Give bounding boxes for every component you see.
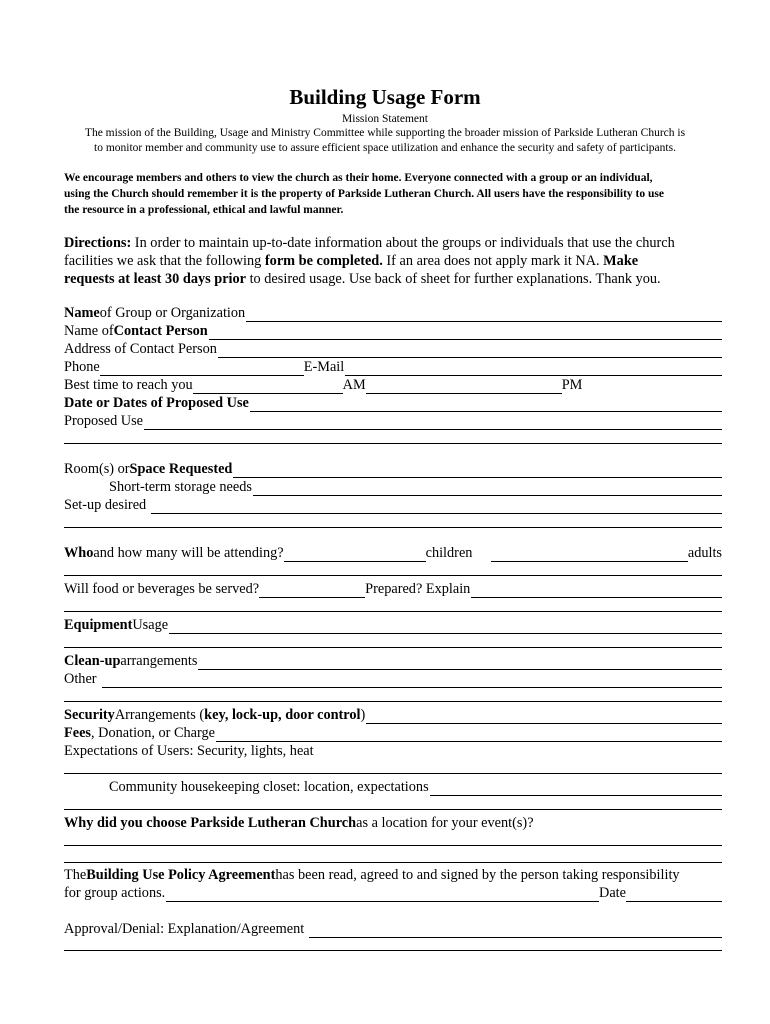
food-field xyxy=(64,580,722,598)
best-time-field xyxy=(64,376,722,394)
email-input[interactable] xyxy=(345,361,722,376)
contact-person-field xyxy=(64,322,722,340)
field-label: Building Use Policy Agreement xyxy=(86,867,276,883)
field-label: arrangements xyxy=(120,653,198,669)
directions-text: to desired usage. Use back of sheet for further explanations. Thank you. xyxy=(246,271,661,287)
approval-field xyxy=(64,920,722,938)
directions-line-3 xyxy=(64,270,724,288)
mission-line-1: The mission of the Building, Usage and Ministry Committee while supporting the broader mission of Parkside Lutheran Church is xyxy=(84,127,686,139)
field-label: for group actions. xyxy=(64,885,166,901)
security-field xyxy=(64,706,722,724)
policy-line-2 xyxy=(64,884,722,902)
directions-label: Directions: xyxy=(64,235,132,251)
date-input[interactable] xyxy=(626,887,722,902)
field-label: has been read, agreed to and signed by the person taking responsibility xyxy=(275,867,680,883)
address-input[interactable] xyxy=(218,343,722,358)
group-name-input[interactable] xyxy=(246,307,722,322)
encourage-line-2: using the Church should remember it is the property of Parkside Lutheran Church. All users have the responsibility to use xyxy=(64,188,664,200)
other-field xyxy=(64,670,722,688)
blank-line[interactable] xyxy=(64,845,722,846)
field-label: Security xyxy=(64,707,115,723)
blank-line[interactable] xyxy=(64,527,722,528)
field-label: PM xyxy=(561,377,583,393)
expectations-field xyxy=(64,742,722,760)
security-input[interactable] xyxy=(366,709,722,724)
phone-input[interactable] xyxy=(100,361,304,376)
page-title: Building Usage Form xyxy=(289,85,481,109)
closet-field xyxy=(64,778,722,796)
field-label: Best time to reach you xyxy=(64,377,193,393)
field-label: Name xyxy=(64,305,100,321)
blank-line[interactable] xyxy=(64,611,722,612)
address-field xyxy=(64,340,722,358)
directions-line-1 xyxy=(64,234,724,252)
field-label: Who xyxy=(64,545,94,561)
field-label: Fees xyxy=(64,725,91,741)
field-label: Equipment xyxy=(64,617,133,633)
field-label: Date xyxy=(599,885,626,901)
policy-line-1 xyxy=(64,866,722,884)
signature-input[interactable] xyxy=(166,887,599,902)
field-label: Other xyxy=(64,671,97,687)
blank-line[interactable] xyxy=(64,443,722,444)
setup-input[interactable] xyxy=(151,499,722,514)
encourage-line-1: We encourage members and others to view the church as their home. Everyone connected with a group or an individual, xyxy=(64,172,653,184)
field-label: adults xyxy=(687,545,722,561)
blank-line[interactable] xyxy=(64,809,722,810)
fees-field xyxy=(64,724,722,742)
encourage-line-3: the resource in a professional, ethical and lawful manner. xyxy=(64,204,344,216)
attendance-field xyxy=(64,544,722,562)
field-label: Arrangements ( xyxy=(114,707,205,723)
field-label: Prepared? Explain xyxy=(365,581,471,597)
blank-line[interactable] xyxy=(64,701,722,702)
adults-input[interactable] xyxy=(491,547,687,562)
field-label: Short-term storage needs xyxy=(109,479,252,495)
directions-line-2 xyxy=(64,252,724,270)
room-input[interactable] xyxy=(233,463,722,478)
blank-line[interactable] xyxy=(64,647,722,648)
mission-heading: Mission Statement xyxy=(342,113,428,125)
group-name-field xyxy=(64,304,722,322)
field-label: ) xyxy=(360,707,366,723)
am-input[interactable] xyxy=(193,379,343,394)
field-label: key, lock-up, door control xyxy=(204,707,361,723)
directions-text: In order to maintain up-to-date information about the groups or individuals that use the church xyxy=(131,235,675,251)
blank-line[interactable] xyxy=(64,950,722,951)
directions-emphasis: Make xyxy=(603,253,639,269)
field-label: Space Requested xyxy=(129,461,233,477)
field-label: Community housekeeping closet: location, expectations xyxy=(109,779,429,795)
equipment-field xyxy=(64,616,722,634)
directions-text: If an area does not apply mark it NA. xyxy=(382,253,604,269)
proposed-use-field xyxy=(64,412,722,430)
field-label: as a location for your event(s)? xyxy=(356,815,534,831)
field-label: children xyxy=(425,545,473,561)
closet-input[interactable] xyxy=(430,781,722,796)
field-label: Why did you choose Parkside Lutheran Church xyxy=(64,815,357,831)
field-label: and how many will be attending? xyxy=(93,545,284,561)
phone-email-field xyxy=(64,358,722,376)
field-label: Date or Dates of Proposed Use xyxy=(64,395,249,411)
field-label: Clean-up xyxy=(64,653,121,669)
field-label: Phone xyxy=(64,359,100,375)
field-label: E-Mail xyxy=(303,359,345,375)
field-label: Will food or beverages be served? xyxy=(64,581,260,597)
field-label: Set-up desired xyxy=(64,497,147,513)
directions-emphasis: requests at least 30 days prior xyxy=(64,271,247,287)
field-label: Usage xyxy=(132,617,169,633)
dates-field xyxy=(64,394,722,412)
approval-input[interactable] xyxy=(309,923,722,938)
field-label: Room(s) or xyxy=(64,461,130,477)
field-label: Address of Contact Person xyxy=(64,341,217,357)
storage-input[interactable] xyxy=(253,481,722,496)
children-input[interactable] xyxy=(284,547,426,562)
proposed-use-input[interactable] xyxy=(144,415,722,430)
directions-emphasis: form be completed. xyxy=(264,253,383,269)
room-field xyxy=(64,460,722,478)
contact-person-input[interactable] xyxy=(209,325,722,340)
fees-input[interactable] xyxy=(216,727,722,742)
dates-input[interactable] xyxy=(250,397,722,412)
mission-line-2: to monitor member and community use to assure efficient space utilization and enhance the security and safety of participants. xyxy=(94,142,676,154)
other-input[interactable] xyxy=(102,673,722,688)
cleanup-input[interactable] xyxy=(198,655,722,670)
prepared-input[interactable] xyxy=(471,583,722,598)
field-label: Proposed Use xyxy=(64,413,144,429)
field-label: of Group or Organization xyxy=(99,305,246,321)
field-label: Contact Person xyxy=(113,323,208,339)
field-label: The xyxy=(64,867,87,883)
storage-field xyxy=(64,478,722,496)
blank-line[interactable] xyxy=(64,773,722,774)
food-input[interactable] xyxy=(259,583,365,598)
field-label: , Donation, or Charge xyxy=(91,725,216,741)
field-label: Expectations of Users: Security, lights, heat xyxy=(64,743,314,759)
field-label: AM xyxy=(342,377,366,393)
cleanup-field xyxy=(64,652,722,670)
pm-input[interactable] xyxy=(366,379,562,394)
blank-line[interactable] xyxy=(64,575,722,576)
equipment-input[interactable] xyxy=(169,619,722,634)
field-label: Approval/Denial: Explanation/Agreement xyxy=(64,921,305,937)
why-field xyxy=(64,814,722,832)
blank-line[interactable] xyxy=(64,862,722,863)
field-label: Name of xyxy=(64,323,114,339)
directions-text: facilities we ask that the following xyxy=(64,253,265,269)
setup-field xyxy=(64,496,722,514)
